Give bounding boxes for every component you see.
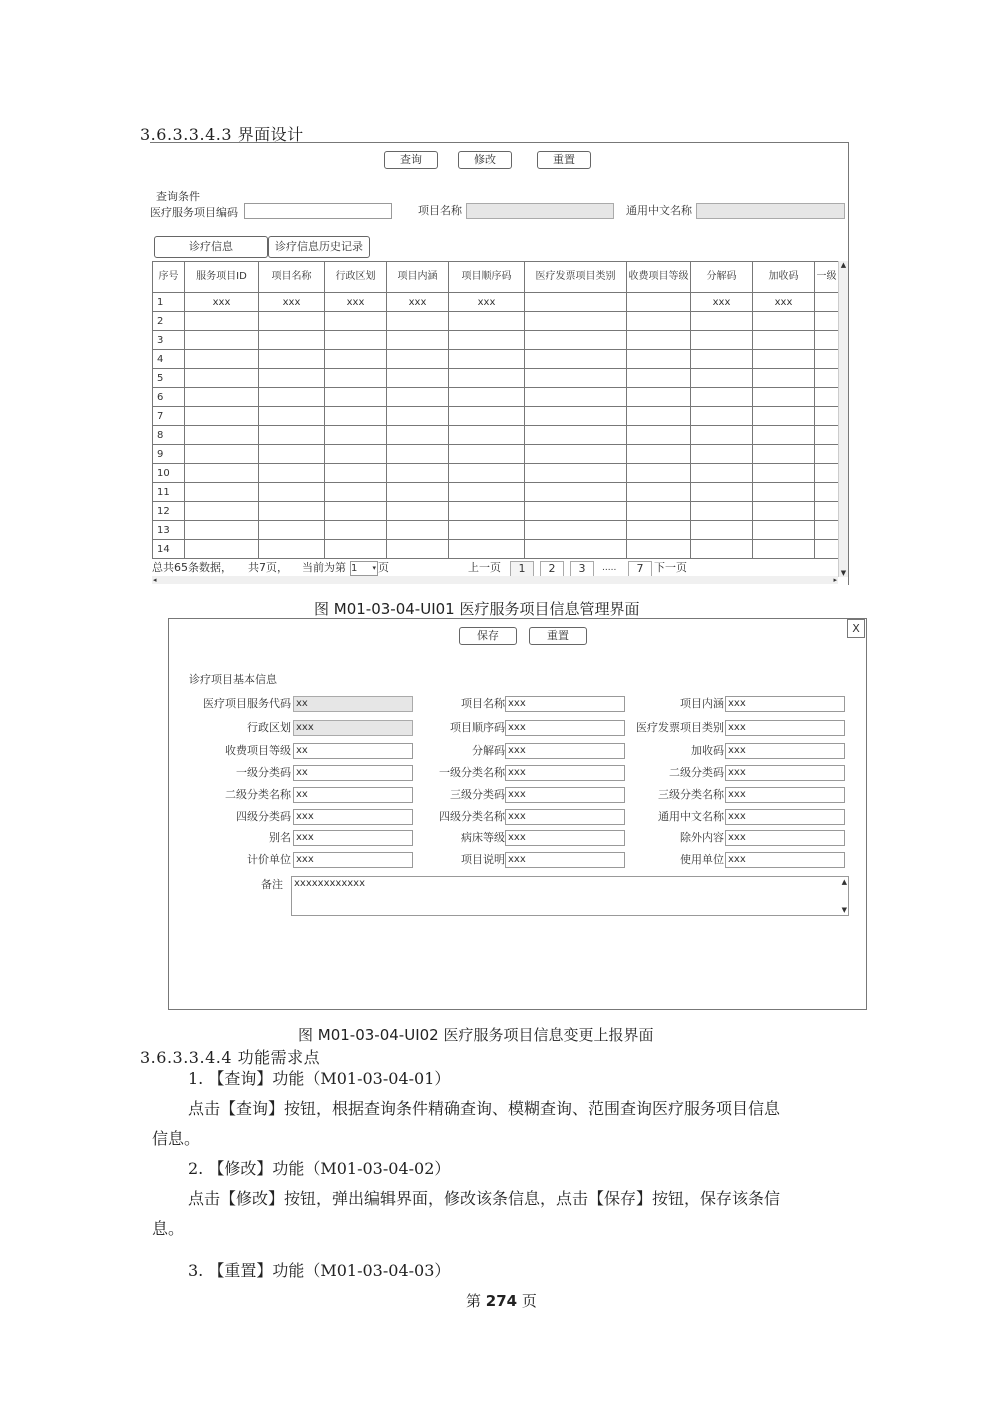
field-input[interactable]: xxx bbox=[505, 765, 625, 781]
table-cell bbox=[753, 521, 815, 540]
table-cell bbox=[259, 312, 325, 331]
table-cell bbox=[691, 464, 753, 483]
table-cell bbox=[525, 369, 627, 388]
row-number-cell: 1 bbox=[153, 293, 185, 312]
table-cell bbox=[691, 407, 753, 426]
row-number-cell: 3 bbox=[153, 331, 185, 350]
table-cell bbox=[691, 502, 753, 521]
page-number: 274 bbox=[485, 1292, 518, 1310]
table-cell bbox=[449, 521, 525, 540]
table-cell bbox=[387, 521, 449, 540]
field-input[interactable]: xxx bbox=[505, 852, 625, 868]
scroll-down-arrow-icon[interactable]: ▼ bbox=[840, 569, 847, 577]
table-cell bbox=[627, 293, 691, 312]
field-input[interactable]: xxx bbox=[505, 743, 625, 759]
remark-textarea[interactable] bbox=[291, 876, 849, 916]
column-header[interactable]: 医疗发票项目类别 bbox=[525, 262, 627, 293]
column-header[interactable]: 分解码 bbox=[691, 262, 753, 293]
table-cell bbox=[525, 483, 627, 502]
item-1-body-cont: 信息。 bbox=[152, 1129, 201, 1148]
table-cell bbox=[259, 483, 325, 502]
table-cell bbox=[449, 540, 525, 559]
page-footer bbox=[466, 1290, 537, 1311]
table-cell bbox=[691, 521, 753, 540]
table-cell bbox=[325, 407, 387, 426]
code-input[interactable] bbox=[244, 203, 392, 219]
table-cell bbox=[815, 502, 839, 521]
table-cell bbox=[185, 369, 259, 388]
row-number-cell: 4 bbox=[153, 350, 185, 369]
field-input[interactable]: xxx bbox=[505, 720, 625, 736]
table-cell bbox=[815, 483, 839, 502]
field-label: 项目顺序码 bbox=[450, 721, 505, 734]
table-cell bbox=[691, 426, 753, 445]
table-cell bbox=[627, 407, 691, 426]
table-cell bbox=[259, 350, 325, 369]
row-number-cell: 7 bbox=[153, 407, 185, 426]
field-label: 一级分类名称 bbox=[439, 766, 505, 779]
field-label: 使用单位 bbox=[680, 853, 724, 866]
scroll-right-arrow-icon[interactable]: ▸ bbox=[833, 576, 837, 584]
table-row[interactable] bbox=[153, 540, 839, 559]
row-number-cell: 5 bbox=[153, 369, 185, 388]
ui2-dialog bbox=[168, 618, 867, 1010]
table-row[interactable] bbox=[153, 426, 839, 445]
table-cell bbox=[449, 350, 525, 369]
row-number-cell: 10 bbox=[153, 464, 185, 483]
item-2-body-cont: 息。 bbox=[152, 1219, 185, 1238]
field-label: 病床等级 bbox=[461, 831, 505, 844]
table-cell bbox=[259, 540, 325, 559]
pager-ellipsis: ..... bbox=[602, 563, 617, 573]
item-1-body: 点击【查询】按钮，根据查询条件精确查询、模糊查询、范围查询医疗服务项目信息 bbox=[188, 1099, 781, 1118]
field-label: 计价单位 bbox=[247, 853, 291, 866]
table-cell bbox=[627, 483, 691, 502]
vertical-scrollbar[interactable] bbox=[838, 261, 848, 577]
row-number-cell: 2 bbox=[153, 312, 185, 331]
field-label: 除外内容 bbox=[680, 831, 724, 844]
table-cell: xxx bbox=[753, 293, 815, 312]
field-label: 项目名称 bbox=[461, 697, 505, 710]
table-cell bbox=[525, 502, 627, 521]
table-cell bbox=[387, 464, 449, 483]
field-input[interactable]: xxx bbox=[505, 830, 625, 846]
remark-value: xxxxxxxxxxxx bbox=[294, 878, 366, 889]
field-label: 三级分类名称 bbox=[658, 788, 724, 801]
tab-diagnosis-info[interactable]: 诊疗信息 bbox=[154, 236, 268, 258]
table-cell bbox=[259, 464, 325, 483]
table-cell bbox=[753, 388, 815, 407]
field-input[interactable]: xxx bbox=[725, 720, 845, 736]
prev-page-link[interactable]: 上一页 bbox=[468, 561, 501, 574]
table-cell bbox=[449, 502, 525, 521]
table-cell bbox=[627, 464, 691, 483]
field-input[interactable]: xx bbox=[293, 787, 413, 803]
table-cell bbox=[387, 483, 449, 502]
table-cell bbox=[325, 464, 387, 483]
table-cell bbox=[525, 464, 627, 483]
table-cell bbox=[449, 483, 525, 502]
column-header[interactable]: 加收码 bbox=[753, 262, 815, 293]
table-cell bbox=[815, 350, 839, 369]
table-cell: xxx bbox=[387, 293, 449, 312]
query-button[interactable]: 查询 bbox=[384, 151, 438, 169]
table-cell bbox=[325, 369, 387, 388]
table-cell bbox=[259, 388, 325, 407]
modify-button[interactable]: 修改 bbox=[458, 151, 512, 169]
remark-label: 备注 bbox=[261, 878, 283, 891]
table-cell bbox=[627, 331, 691, 350]
query-conditions-title: 查询条件 bbox=[156, 190, 200, 203]
row-number-cell: 11 bbox=[153, 483, 185, 502]
chevron-down-icon: ▾ bbox=[372, 564, 376, 572]
column-header[interactable]: 一级 bbox=[815, 262, 839, 293]
page-select[interactable] bbox=[350, 561, 378, 576]
row-number-cell: 8 bbox=[153, 426, 185, 445]
close-button[interactable]: X bbox=[847, 619, 865, 638]
field-input[interactable]: xxx bbox=[293, 830, 413, 846]
column-header[interactable]: 项目名称 bbox=[259, 262, 325, 293]
page-button-1[interactable]: 1 bbox=[510, 561, 534, 577]
footer-prefix: 第 bbox=[466, 1292, 482, 1310]
table-cell bbox=[627, 426, 691, 445]
table-cell: xxx bbox=[259, 293, 325, 312]
table-cell bbox=[259, 331, 325, 350]
table-cell bbox=[815, 293, 839, 312]
table-cell: xxx bbox=[691, 293, 753, 312]
field-input[interactable]: xxx bbox=[293, 720, 413, 736]
table-cell bbox=[525, 350, 627, 369]
table-cell bbox=[387, 331, 449, 350]
scroll-down-arrow-icon[interactable]: ▼ bbox=[841, 906, 847, 914]
basic-info-title: 诊疗项目基本信息 bbox=[189, 673, 277, 686]
field-input[interactable]: xxx bbox=[725, 696, 845, 712]
table-cell bbox=[815, 540, 839, 559]
table-cell bbox=[753, 331, 815, 350]
table-cell bbox=[691, 312, 753, 331]
table-cell bbox=[325, 483, 387, 502]
table-cell bbox=[815, 464, 839, 483]
generic-name-input[interactable] bbox=[696, 203, 845, 219]
table-cell bbox=[325, 331, 387, 350]
field-input[interactable]: xxx bbox=[725, 743, 845, 759]
table-cell bbox=[691, 350, 753, 369]
table-cell bbox=[325, 445, 387, 464]
table-cell bbox=[627, 369, 691, 388]
table-cell bbox=[449, 407, 525, 426]
item-3-title: 3. 【重置】功能（M01-03-04-03） bbox=[188, 1261, 451, 1280]
table-cell bbox=[387, 388, 449, 407]
column-header[interactable]: 行政区划 bbox=[325, 262, 387, 293]
dialog-reset-button[interactable]: 重置 bbox=[529, 627, 587, 645]
field-input[interactable]: xxx bbox=[725, 830, 845, 846]
field-label: 四级分类名称 bbox=[439, 810, 505, 823]
field-input[interactable]: xxx bbox=[725, 809, 845, 825]
field-input[interactable]: xxx bbox=[505, 787, 625, 803]
table-cell bbox=[387, 502, 449, 521]
column-header[interactable]: 序号 bbox=[153, 262, 185, 293]
table-cell bbox=[185, 502, 259, 521]
item-1-title: 1. 【查询】功能（M01-03-04-01） bbox=[188, 1069, 451, 1088]
table-cell bbox=[325, 312, 387, 331]
field-label: 一级分类码 bbox=[236, 766, 291, 779]
field-input[interactable]: xxx bbox=[725, 787, 845, 803]
field-label: 别名 bbox=[269, 831, 291, 844]
row-number-cell: 6 bbox=[153, 388, 185, 407]
table-cell bbox=[185, 464, 259, 483]
column-header[interactable]: 收费项目等级 bbox=[627, 262, 691, 293]
table-cell bbox=[325, 502, 387, 521]
section-heading-ui-design: 3.6.3.3.4.3 界面设计 bbox=[140, 125, 304, 144]
column-header[interactable]: 项目顺序码 bbox=[449, 262, 525, 293]
table-cell bbox=[525, 312, 627, 331]
table-cell bbox=[815, 521, 839, 540]
column-header[interactable]: 服务项目ID bbox=[185, 262, 259, 293]
field-label: 三级分类码 bbox=[450, 788, 505, 801]
table-cell bbox=[259, 407, 325, 426]
table-cell bbox=[525, 540, 627, 559]
table-cell bbox=[449, 464, 525, 483]
tab-diagnosis-history[interactable]: 诊疗信息历史记录 bbox=[268, 236, 370, 258]
table-cell bbox=[815, 426, 839, 445]
table-cell bbox=[627, 445, 691, 464]
pager-pages: 共7页， bbox=[248, 561, 288, 574]
field-input[interactable]: xx bbox=[293, 696, 413, 712]
field-input[interactable]: xxx bbox=[505, 809, 625, 825]
field-input[interactable]: xxx bbox=[505, 696, 625, 712]
field-label: 医疗项目服务代码 bbox=[203, 697, 291, 710]
table-cell bbox=[185, 407, 259, 426]
table-cell bbox=[691, 540, 753, 559]
row-number-cell: 14 bbox=[153, 540, 185, 559]
table-cell bbox=[387, 426, 449, 445]
table-cell bbox=[753, 426, 815, 445]
table-row[interactable] bbox=[153, 388, 839, 407]
table-cell bbox=[815, 445, 839, 464]
table-cell bbox=[753, 464, 815, 483]
table-cell bbox=[627, 540, 691, 559]
table-row[interactable] bbox=[153, 331, 839, 350]
row-number-cell: 12 bbox=[153, 502, 185, 521]
field-label: 四级分类码 bbox=[236, 810, 291, 823]
table-cell bbox=[525, 426, 627, 445]
table-cell bbox=[525, 293, 627, 312]
table-cell bbox=[259, 445, 325, 464]
table-cell bbox=[753, 407, 815, 426]
page-select-value: 1 bbox=[351, 563, 358, 574]
code-label: 医疗服务项目编码 bbox=[150, 206, 238, 219]
table-cell bbox=[627, 350, 691, 369]
table-cell bbox=[185, 521, 259, 540]
table-cell bbox=[753, 312, 815, 331]
table-cell bbox=[259, 521, 325, 540]
field-input[interactable]: xxx bbox=[725, 852, 845, 868]
table-cell bbox=[691, 388, 753, 407]
table-cell bbox=[449, 369, 525, 388]
ui1-screenshot bbox=[150, 142, 849, 585]
table-cell bbox=[259, 426, 325, 445]
field-input[interactable]: xxx bbox=[293, 809, 413, 825]
table-cell bbox=[525, 407, 627, 426]
field-label: 项目说明 bbox=[461, 853, 505, 866]
table-cell bbox=[387, 369, 449, 388]
items-table bbox=[152, 261, 839, 559]
field-label: 二级分类码 bbox=[669, 766, 724, 779]
column-header[interactable]: 项目内涵 bbox=[387, 262, 449, 293]
table-cell bbox=[815, 312, 839, 331]
table-cell bbox=[525, 388, 627, 407]
next-page-link[interactable]: 下一页 bbox=[654, 561, 687, 574]
table-cell bbox=[387, 445, 449, 464]
scroll-up-arrow-icon[interactable]: ▲ bbox=[841, 878, 847, 886]
horizontal-scrollbar[interactable] bbox=[152, 576, 838, 584]
field-label: 分解码 bbox=[472, 744, 505, 757]
table-cell bbox=[691, 331, 753, 350]
table-cell bbox=[387, 312, 449, 331]
table-cell bbox=[627, 502, 691, 521]
figure-caption-ui01: 图 M01-03-04-UI01 医疗服务项目信息管理界面 bbox=[314, 600, 640, 618]
table-cell bbox=[185, 540, 259, 559]
reset-button[interactable]: 重置 bbox=[537, 151, 591, 169]
table-row[interactable] bbox=[153, 369, 839, 388]
table-cell bbox=[627, 388, 691, 407]
row-number-cell: 9 bbox=[153, 445, 185, 464]
table-cell bbox=[449, 426, 525, 445]
table-cell bbox=[325, 388, 387, 407]
table-row[interactable] bbox=[153, 407, 839, 426]
table-cell bbox=[627, 312, 691, 331]
table-row[interactable] bbox=[153, 521, 839, 540]
table-cell bbox=[753, 502, 815, 521]
table-cell bbox=[815, 369, 839, 388]
table-cell bbox=[691, 483, 753, 502]
table-cell bbox=[449, 388, 525, 407]
table-row[interactable] bbox=[153, 445, 839, 464]
section-heading-requirements: 3.6.3.3.4.4 功能需求点 bbox=[140, 1048, 321, 1067]
scroll-up-arrow-icon[interactable]: ▲ bbox=[840, 261, 847, 269]
scroll-left-arrow-icon[interactable]: ◂ bbox=[153, 576, 157, 584]
table-cell bbox=[691, 445, 753, 464]
table-row[interactable] bbox=[153, 464, 839, 483]
table-cell bbox=[185, 331, 259, 350]
pager-total: 总共65条数据， bbox=[152, 561, 232, 574]
table-cell bbox=[325, 540, 387, 559]
table-cell bbox=[185, 426, 259, 445]
table-cell: xxx bbox=[185, 293, 259, 312]
footer-suffix: 页 bbox=[521, 1292, 537, 1310]
table-cell bbox=[185, 388, 259, 407]
pager-bar bbox=[152, 558, 838, 577]
table-cell bbox=[449, 312, 525, 331]
table-cell bbox=[449, 445, 525, 464]
page-button-last[interactable]: 7 bbox=[628, 561, 652, 577]
table-row[interactable] bbox=[153, 502, 839, 521]
table-row[interactable] bbox=[153, 293, 839, 312]
item-2-title: 2. 【修改】功能（M01-03-04-02） bbox=[188, 1159, 451, 1178]
row-number-cell: 13 bbox=[153, 521, 185, 540]
table-cell bbox=[815, 407, 839, 426]
field-label: 项目内涵 bbox=[680, 697, 724, 710]
pager-current-suffix: 页 bbox=[378, 561, 389, 574]
table-cell bbox=[325, 426, 387, 445]
field-label: 医疗发票项目类别 bbox=[636, 721, 724, 734]
name-input[interactable] bbox=[466, 203, 614, 219]
table-cell bbox=[259, 369, 325, 388]
table-row[interactable] bbox=[153, 483, 839, 502]
table-cell bbox=[525, 331, 627, 350]
field-label: 通用中文名称 bbox=[658, 810, 724, 823]
page-button-3[interactable]: 3 bbox=[570, 561, 594, 577]
field-input[interactable]: xx bbox=[293, 743, 413, 759]
table-cell bbox=[753, 483, 815, 502]
table-cell bbox=[525, 521, 627, 540]
table-cell bbox=[185, 312, 259, 331]
name-label: 项目名称 bbox=[418, 204, 462, 217]
field-input[interactable]: xx bbox=[293, 765, 413, 781]
table-cell bbox=[387, 407, 449, 426]
table-cell bbox=[325, 521, 387, 540]
table-cell bbox=[753, 369, 815, 388]
field-label: 加收码 bbox=[691, 744, 724, 757]
table-cell bbox=[815, 331, 839, 350]
table-cell bbox=[753, 350, 815, 369]
table-cell bbox=[627, 521, 691, 540]
field-input[interactable]: xxx bbox=[725, 765, 845, 781]
table-cell bbox=[753, 540, 815, 559]
table-cell: xxx bbox=[449, 293, 525, 312]
table-row[interactable] bbox=[153, 312, 839, 331]
table-cell bbox=[525, 445, 627, 464]
generic-name-label: 通用中文名称 bbox=[626, 204, 692, 217]
figure-caption-ui02: 图 M01-03-04-UI02 医疗服务项目信息变更上报界面 bbox=[298, 1026, 654, 1044]
table-cell: xxx bbox=[325, 293, 387, 312]
table-cell bbox=[387, 540, 449, 559]
save-button[interactable]: 保存 bbox=[459, 627, 517, 645]
table-cell bbox=[185, 483, 259, 502]
table-cell bbox=[387, 350, 449, 369]
table-row[interactable] bbox=[153, 350, 839, 369]
table-cell bbox=[753, 445, 815, 464]
page-button-2[interactable]: 2 bbox=[540, 561, 564, 577]
table-cell bbox=[185, 445, 259, 464]
table-cell bbox=[691, 369, 753, 388]
field-label: 二级分类名称 bbox=[225, 788, 291, 801]
table-cell bbox=[449, 331, 525, 350]
table-cell bbox=[259, 502, 325, 521]
field-label: 收费项目等级 bbox=[225, 744, 291, 757]
field-input[interactable]: xxx bbox=[293, 852, 413, 868]
field-label: 行政区划 bbox=[247, 721, 291, 734]
table-cell bbox=[815, 388, 839, 407]
item-2-body: 点击【修改】按钮，弹出编辑界面，修改该条信息，点击【保存】按钮，保存该条信 bbox=[188, 1189, 781, 1208]
table-cell bbox=[325, 350, 387, 369]
table-cell bbox=[185, 350, 259, 369]
pager-current-prefix: 当前为第 bbox=[302, 561, 346, 574]
